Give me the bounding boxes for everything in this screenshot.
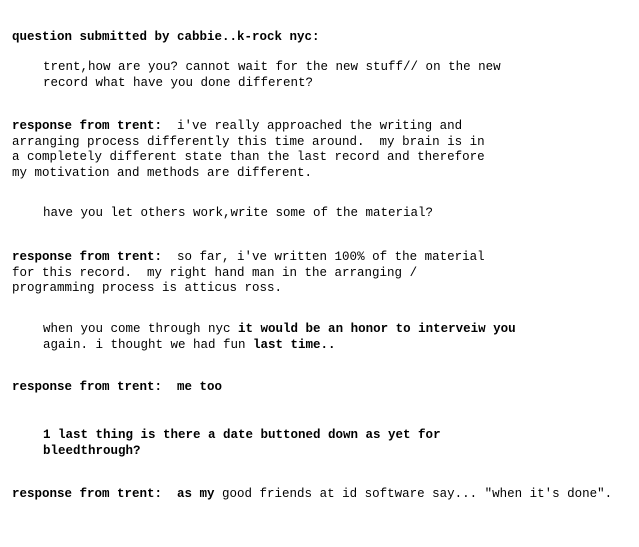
question-line: record what have you done different? — [43, 75, 314, 90]
response-line: a completely different state than the last record and therefore — [12, 150, 485, 164]
response-label: response from trent: — [12, 250, 163, 264]
response-paragraph — [12, 119, 462, 135]
response-paragraph — [12, 380, 222, 396]
question-line — [43, 338, 336, 354]
response-line: programming process is atticus ross. — [12, 281, 283, 295]
response-text-bold: as my — [162, 487, 215, 501]
question-text: when you come through nyc — [43, 322, 239, 336]
question-header: question submitted by cabbie..k-rock nyc: — [12, 30, 320, 44]
response-text: me too — [162, 380, 223, 394]
response-text: good friends at id software say... "when it's done". — [214, 487, 613, 501]
response-paragraph — [12, 250, 485, 266]
response-label: response from trent: — [12, 487, 163, 501]
response-text: i've really approached the writing and — [162, 119, 463, 133]
question-text-bold: last time.. — [253, 338, 336, 352]
question-line: trent,how are you? cannot wait for the new stuff// on the new — [43, 60, 501, 74]
question-line: have you let others work,write some of the material? — [43, 206, 434, 220]
response-label: response from trent: — [12, 380, 163, 394]
response-line: my motivation and methods are different. — [12, 165, 313, 180]
question-line: bleedthrough? — [43, 443, 141, 458]
question-line: 1 last thing is there a date buttoned down as yet for — [43, 428, 441, 442]
response-line: for this record. my right hand man in the arranging / — [12, 265, 418, 280]
question-text-bold: it would be an honor to interveiw you — [238, 322, 516, 336]
question-line — [43, 322, 516, 338]
question-text: again. i thought we had fun — [43, 338, 254, 352]
response-text: so far, i've written 100% of the material — [162, 250, 485, 264]
response-paragraph — [12, 487, 612, 503]
response-label: response from trent: — [12, 119, 163, 133]
response-line: arranging process differently this time around. my brain is in — [12, 134, 485, 149]
